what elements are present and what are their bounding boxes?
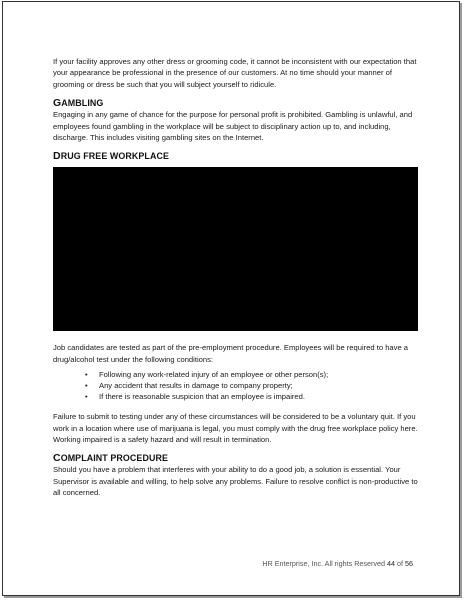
gambling-heading-rest: AMBLING xyxy=(61,98,104,109)
complaint-heading-initial: C xyxy=(53,452,61,465)
list-item xyxy=(85,369,418,380)
drug-free-heading-rest: RUG FREE WORKPLACE xyxy=(60,151,169,162)
intro-paragraph: If your facility approves any other dress or grooming code, it cannot be inconsistent with our expectation that your appearance be professional in the presence of our customers. At no time should your manner of grooming or dress be such that you will subject yourself to ridicule. xyxy=(53,57,417,89)
drug-test-conditions-list xyxy=(85,369,418,402)
gambling-heading xyxy=(53,98,418,109)
gambling-paragraph: Engaging in any game of chance for the purpose for personal profit is prohibited. Gambling is unlawful, and employees found gambling in the workplace will be subject to disciplinary action up to, and including, discharge. This includes visiting gambling sites on the Internet. xyxy=(53,110,413,143)
page-number-separator: of xyxy=(395,559,405,568)
footer-copyright: HR Enterprise, Inc. All rights Reserved xyxy=(262,559,387,568)
page-number-current: 44 xyxy=(387,559,395,568)
drug-test-paragraph: Job candidates are tested as part of the pre-employment procedure. Employees will be required to have a drug/alcohol test under the following conditions: xyxy=(53,343,408,364)
document-page xyxy=(2,1,460,596)
drug-free-heading-initial: D xyxy=(53,150,61,163)
testing-failure-paragraph: Failure to submit to testing under any of these circumstances will be considered to be a voluntary quit. If you work in a location where use of marijuana is legal, you must comply with the drug free workplace policy here. Working impaired is a safety hazard and will result in termination. xyxy=(53,412,418,445)
list-item-text: Any accident that results in damage to company property; xyxy=(99,381,293,391)
list-item xyxy=(85,391,418,402)
page-number-total: 56 xyxy=(405,559,413,568)
page-footer xyxy=(233,559,413,568)
list-item-text: If there is reasonable suspicion that an employee is impaired. xyxy=(99,392,305,402)
complaint-paragraph: Should you have a problem that interferes with your ability to do a good job, a solution is essential. Your Supervisor is available and willing, to help solve any problems. Failure to resolve conflict is non-productive to all concerned. xyxy=(53,465,418,498)
list-item xyxy=(85,380,418,391)
complaint-heading xyxy=(53,453,418,464)
page-content xyxy=(53,56,418,507)
drug-free-heading xyxy=(53,151,418,162)
redacted-block xyxy=(53,167,418,331)
bullet-icon: • xyxy=(85,392,88,402)
bullet-icon: • xyxy=(85,370,88,380)
list-item-text: Following any work-related injury of an employee or other person(s); xyxy=(99,370,329,380)
complaint-heading-rest: OMPLAINT PROCEDURE xyxy=(60,453,169,464)
gambling-heading-initial: G xyxy=(53,97,62,110)
bullet-icon: • xyxy=(85,381,88,391)
